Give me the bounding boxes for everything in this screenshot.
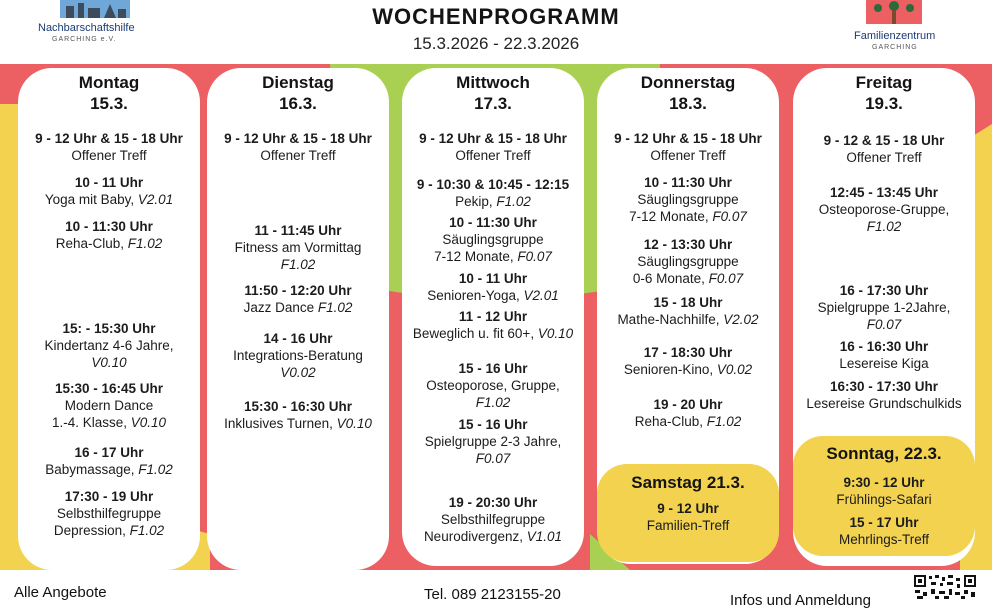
- day-name: Dienstag: [262, 73, 334, 92]
- date-range: 15.3.2026 - 22.3.2026: [412, 34, 580, 53]
- event-title: Integrations-Beratung: [233, 348, 363, 363]
- event-title: Mathe-Nachhilfe,: [617, 312, 720, 327]
- list-item: [18, 380, 200, 431]
- event-title: Modern Dance: [64, 398, 154, 413]
- event-room: F1.02: [127, 236, 163, 251]
- event-room: V0.02: [280, 365, 316, 380]
- event-time: 9 - 12 Uhr & 15 - 18 Uhr: [614, 131, 762, 146]
- event-time: 16:30 - 17:30 Uhr: [829, 379, 939, 394]
- day-card-dienstag: [207, 68, 389, 570]
- weekend-day-name: Sonntag, 22.3.: [826, 444, 942, 463]
- event-room: F1.02: [280, 257, 316, 272]
- event-title: Familien-Treff: [646, 518, 730, 533]
- event-title: Offener Treff: [846, 150, 922, 165]
- event-room: F1.02: [866, 219, 902, 234]
- logo-left-name: Nachbarschaftshilfe: [38, 22, 135, 34]
- event-title: Babymassage,: [45, 462, 135, 477]
- list-item: [597, 500, 779, 534]
- day-heading: [597, 72, 779, 114]
- list-item: [793, 378, 975, 412]
- event-time: 9 - 12 & 15 - 18 Uhr: [823, 133, 945, 148]
- familienzentrum-logo: [850, 0, 950, 56]
- event-time: 16 - 17 Uhr: [74, 445, 144, 460]
- footer: [0, 570, 992, 609]
- event-time: 16 - 17:30 Uhr: [839, 283, 929, 298]
- event-title: Senioren-Yoga,: [427, 288, 520, 303]
- logo-right-name: Familienzentrum: [854, 30, 936, 42]
- event-time: 10 - 11:30 Uhr: [65, 219, 153, 234]
- event-subtitle: Neurodivergenz,: [423, 529, 523, 544]
- event-title: Fitness am Vormittag: [234, 240, 362, 255]
- event-room: F1.02: [475, 395, 511, 410]
- event-time: 9 - 10:30 & 10:45 - 12:15: [416, 177, 570, 192]
- event-room: V0.10: [130, 415, 167, 430]
- day-card-montag: [18, 68, 200, 570]
- list-item: [402, 130, 584, 164]
- list-item: [793, 514, 975, 548]
- day-date: 16.3.: [279, 94, 317, 113]
- event-title: Frühlings-Safari: [836, 492, 932, 507]
- event-title: Osteoporose-Gruppe,: [818, 202, 950, 217]
- event-time: 19 - 20 Uhr: [653, 397, 723, 412]
- event-time: 10 - 11 Uhr: [74, 175, 144, 190]
- event-room: V0.10: [91, 355, 127, 370]
- day-heading: [207, 72, 389, 114]
- event-room: V2.01: [523, 288, 559, 303]
- day-name: Mittwoch: [456, 73, 530, 92]
- event-time: 9 - 12 Uhr & 15 - 18 Uhr: [224, 131, 372, 146]
- event-time: 17 - 18:30 Uhr: [643, 345, 733, 360]
- event-subtitle: 0-6 Monate,: [632, 271, 705, 286]
- event-subtitle: 7-12 Monate,: [434, 249, 514, 264]
- event-title: Osteoporose, Gruppe,: [426, 378, 560, 393]
- weekend-card-samstag: [597, 464, 779, 562]
- event-room: F1.02: [317, 300, 353, 315]
- event-title: Reha-Club,: [55, 236, 124, 251]
- event-time: 9 - 12 Uhr: [657, 501, 719, 516]
- day-date: 19.3.: [865, 94, 903, 113]
- event-room: V1.01: [526, 529, 563, 544]
- list-item: [402, 214, 584, 265]
- event-room: V2.02: [723, 312, 759, 327]
- weekend-day-name: Samstag 21.3.: [631, 473, 745, 492]
- footer-phone[interactable]: Tel. 089 2123155-20: [424, 586, 561, 603]
- event-title: Inklusives Turnen,: [224, 416, 333, 431]
- day-name: Freitag: [855, 73, 913, 92]
- list-item: [18, 130, 200, 164]
- event-title: Offener Treff: [650, 148, 726, 163]
- list-item: [793, 184, 975, 235]
- header: [0, 0, 992, 64]
- list-item: [207, 330, 389, 381]
- logo-left-sub: GARCHING e.V.: [52, 36, 117, 43]
- list-item: [402, 308, 584, 342]
- logo-right-sub: GARCHING: [872, 44, 918, 51]
- day-name: Donnerstag: [640, 73, 736, 92]
- day-heading: [402, 72, 584, 114]
- event-room: F1.02: [496, 194, 531, 209]
- day-card-mittwoch: [402, 68, 584, 566]
- event-room: F0.07: [708, 271, 744, 286]
- event-room: F0.07: [517, 249, 552, 264]
- qr-code-icon[interactable]: [913, 574, 977, 600]
- event-title: Spielgruppe 1-2Jahre,: [817, 300, 951, 315]
- list-item: [402, 360, 584, 411]
- event-title: Yoga mit Baby,: [44, 192, 135, 207]
- event-title: Mehrlings-Treff: [838, 532, 930, 547]
- event-room: V0.02: [716, 362, 753, 377]
- day-name: Montag: [78, 73, 140, 92]
- event-time: 11:50 - 12:20 Uhr: [244, 283, 352, 298]
- event-title: Säuglingsgruppe: [637, 254, 739, 269]
- list-item: [402, 176, 584, 210]
- day-date: 17.3.: [474, 94, 512, 113]
- event-title: Reha-Club,: [634, 414, 703, 429]
- event-title: Offener Treff: [455, 148, 531, 163]
- event-room: F1.02: [129, 523, 165, 538]
- event-time: 15 - 16 Uhr: [458, 417, 528, 432]
- event-time: 15:30 - 16:45 Uhr: [54, 381, 164, 396]
- list-item: [18, 444, 200, 478]
- list-item: [597, 236, 779, 287]
- event-room: F0.07: [866, 317, 902, 332]
- event-title: Säuglingsgruppe: [442, 232, 544, 247]
- event-subtitle: 1.-4. Klasse,: [51, 415, 127, 430]
- event-title: Selbsthilfegruppe: [440, 512, 546, 527]
- day-card-freitag: [793, 68, 975, 566]
- page-title: WOCHENPROGRAMM: [372, 4, 620, 29]
- list-item: [207, 398, 389, 432]
- event-time: 10 - 11:30 Uhr: [449, 215, 537, 230]
- event-title: Offener Treff: [260, 148, 336, 163]
- event-room: F1.02: [138, 462, 173, 477]
- event-time: 12 - 13:30 Uhr: [643, 237, 733, 252]
- list-item: [402, 494, 584, 545]
- list-item: [207, 130, 389, 164]
- event-time: 15 - 18 Uhr: [653, 295, 723, 310]
- list-item: [207, 222, 389, 273]
- list-item: [18, 320, 200, 371]
- list-item: [402, 416, 584, 467]
- event-title: Spielgruppe 2-3 Jahre,: [424, 434, 562, 449]
- weekend-card-sonntag: [793, 436, 975, 556]
- event-room: V2.01: [137, 192, 174, 207]
- list-item: [18, 218, 200, 252]
- list-item: [597, 344, 779, 378]
- day-heading: [18, 72, 200, 114]
- list-item: [793, 282, 975, 333]
- list-item: [793, 474, 975, 508]
- footer-right-text: Infos und Anmeldung: [730, 592, 871, 609]
- event-room: V0.10: [537, 326, 574, 341]
- event-time: 17:30 - 19 Uhr: [64, 489, 154, 504]
- event-title: Pekip,: [455, 194, 493, 209]
- list-item: [597, 294, 779, 328]
- list-item: [207, 282, 389, 316]
- day-card-donnerstag: [597, 68, 779, 564]
- event-subtitle: Depression,: [53, 523, 126, 538]
- event-time: 15 - 17 Uhr: [849, 515, 919, 530]
- list-item: [793, 338, 975, 372]
- event-time: 10 - 11:30 Uhr: [644, 175, 732, 190]
- list-item: [597, 396, 779, 430]
- event-time: 15: - 15:30 Uhr: [62, 321, 156, 336]
- event-title: Beweglich u. fit 60+,: [412, 326, 535, 341]
- list-item: [597, 130, 779, 164]
- family-tree-icon: [866, 0, 922, 24]
- event-time: 14 - 16 Uhr: [263, 331, 333, 346]
- event-room: F0.07: [712, 209, 747, 224]
- day-date: 15.3.: [90, 94, 128, 113]
- day-heading: [793, 72, 975, 114]
- event-title: Lesereise Kiga: [839, 356, 929, 371]
- event-room: V0.10: [336, 416, 372, 431]
- event-title: Senioren-Kino,: [623, 362, 714, 377]
- event-title: Lesereise Grundschulkids: [806, 396, 962, 411]
- event-title: Selbsthilfegruppe: [56, 506, 162, 521]
- list-item: [18, 488, 200, 539]
- event-time: 10 - 11 Uhr: [458, 271, 528, 286]
- event-title: Säuglingsgruppe: [637, 192, 739, 207]
- event-title: Kindertanz 4-6 Jahre,: [44, 338, 174, 353]
- event-title: Offener Treff: [71, 148, 147, 163]
- event-time: 19 - 20:30 Uhr: [448, 495, 538, 510]
- event-time: 9 - 12 Uhr & 15 - 18 Uhr: [35, 131, 183, 146]
- list-item: [597, 174, 779, 225]
- list-item: [402, 270, 584, 304]
- event-subtitle: 7-12 Monate,: [629, 209, 709, 224]
- event-time: 12:45 - 13:45 Uhr: [829, 185, 939, 200]
- event-time: 9:30 - 12 Uhr: [843, 475, 925, 490]
- event-time: 9 - 12 Uhr & 15 - 18 Uhr: [419, 131, 567, 146]
- event-time: 11 - 11:45 Uhr: [254, 223, 342, 238]
- event-room: F0.07: [475, 451, 511, 466]
- footer-left-text: Alle Angebote: [14, 584, 107, 601]
- list-item: [18, 174, 200, 208]
- event-time: 15 - 16 Uhr: [458, 361, 528, 376]
- day-date: 18.3.: [669, 94, 707, 113]
- event-room: F1.02: [706, 414, 742, 429]
- list-item: [793, 132, 975, 166]
- event-time: 11 - 12 Uhr: [458, 309, 528, 324]
- event-time: 15:30 - 16:30 Uhr: [243, 399, 353, 414]
- event-title: Jazz Dance: [243, 300, 315, 315]
- event-time: 16 - 16:30 Uhr: [839, 339, 929, 354]
